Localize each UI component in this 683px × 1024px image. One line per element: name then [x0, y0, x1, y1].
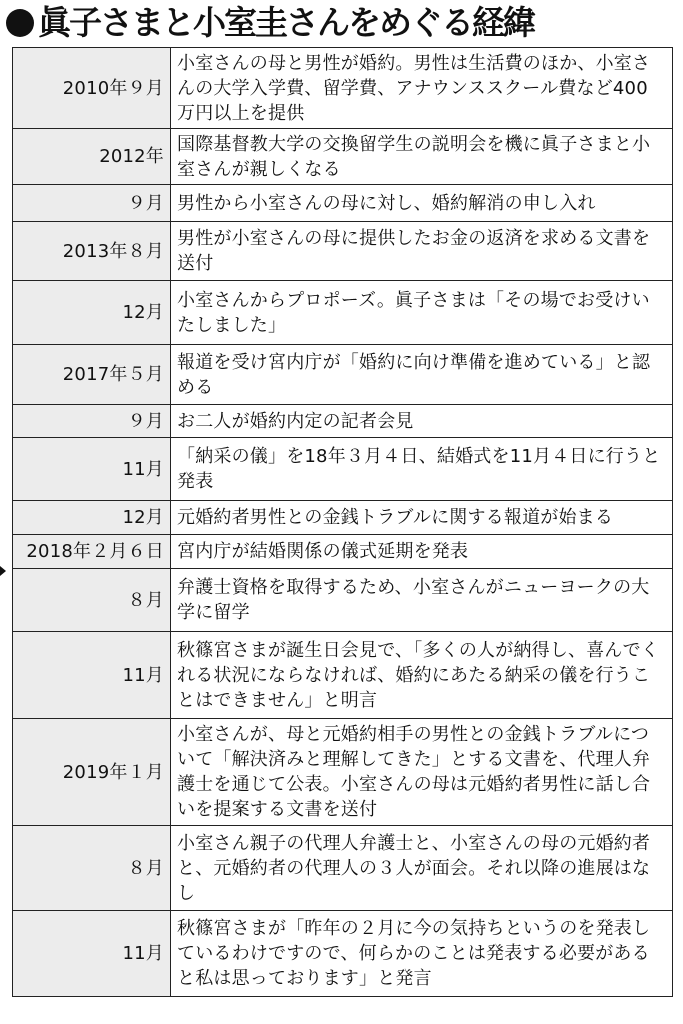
event-cell: 「納采の儀」を18年３月４日、結婚式を11月４日に行うと発表 [171, 438, 673, 501]
date-cell: 2017年５月 [13, 345, 171, 405]
table-row [13, 222, 673, 281]
row-marker-arrow-icon [0, 566, 6, 576]
bullet-dot-icon [6, 9, 34, 37]
table-row [13, 501, 673, 535]
event-cell: 秋篠宮さまが誕生日会見で、「多くの人が納得し、喜んでくれる状況にならなければ、婚約にあたる納采の儀を行うことはできません」と明言 [171, 632, 673, 719]
page-title [6, 2, 534, 44]
event-cell: 弁護士資格を取得するため、小室さんがニューヨークの大学に留学 [171, 569, 673, 632]
table-row [13, 719, 673, 826]
date-cell: ９月 [13, 185, 171, 222]
event-cell: 宮内庁が結婚関係の儀式延期を発表 [171, 535, 673, 569]
table-row [13, 911, 673, 997]
date-cell: 2012年 [13, 129, 171, 185]
date-cell: 11月 [13, 911, 171, 997]
page-title-text: 眞子さまと小室圭さんをめぐる経緯 [38, 3, 534, 42]
event-cell: 男性が小室さんの母に提供したお金の返済を求める文書を送付 [171, 222, 673, 281]
date-cell: 12月 [13, 501, 171, 535]
event-cell: 秋篠宮さまが「昨年の２月に今の気持ちというのを発表しているわけですので、何らかのことは発表する必要があると私は思っております」と発言 [171, 911, 673, 997]
date-cell: 2019年１月 [13, 719, 171, 826]
event-cell: 元婚約者男性との金銭トラブルに関する報道が始まる [171, 501, 673, 535]
table-row [13, 569, 673, 632]
event-cell: 小室さんからプロポーズ。眞子さまは「その場でお受けいたしました」 [171, 281, 673, 345]
table-row [13, 281, 673, 345]
event-cell: 男性から小室さんの母に対し、婚約解消の申し入れ [171, 185, 673, 222]
date-cell: 2018年２月６日 [13, 535, 171, 569]
table-row [13, 535, 673, 569]
event-cell: 小室さん親子の代理人弁護士と、小室さんの母の元婚約者と、元婚約者の代理人の３人が面会。それ以降の進展はなし [171, 826, 673, 911]
timeline-body [13, 48, 673, 997]
table-row [13, 48, 673, 129]
date-cell: ９月 [13, 405, 171, 438]
date-cell: 11月 [13, 632, 171, 719]
date-cell: ８月 [13, 826, 171, 911]
table-row [13, 185, 673, 222]
date-cell: 11月 [13, 438, 171, 501]
event-cell: 小室さんの母と男性が婚約。男性は生活費のほか、小室さんの大学入学費、留学費、アナウンススクール費など400万円以上を提供 [171, 48, 673, 129]
timeline-table [12, 47, 673, 997]
table-row [13, 438, 673, 501]
date-cell: 2010年９月 [13, 48, 171, 129]
table-row [13, 129, 673, 185]
table-row [13, 345, 673, 405]
event-cell: お二人が婚約内定の記者会見 [171, 405, 673, 438]
date-cell: ８月 [13, 569, 171, 632]
date-cell: 2013年８月 [13, 222, 171, 281]
table-row [13, 826, 673, 911]
table-row [13, 405, 673, 438]
event-cell: 国際基督教大学の交換留学生の説明会を機に眞子さまと小室さんが親しくなる [171, 129, 673, 185]
event-cell: 小室さんが、母と元婚約相手の男性との金銭トラブルについて「解決済みと理解してきた」とする文書を、代理人弁護士を通じて公表。小室さんの母は元婚約者男性に話し合いを提案する文書を送付 [171, 719, 673, 826]
table-row [13, 632, 673, 719]
event-cell: 報道を受け宮内庁が「婚約に向け準備を進めている」と認める [171, 345, 673, 405]
date-cell: 12月 [13, 281, 171, 345]
